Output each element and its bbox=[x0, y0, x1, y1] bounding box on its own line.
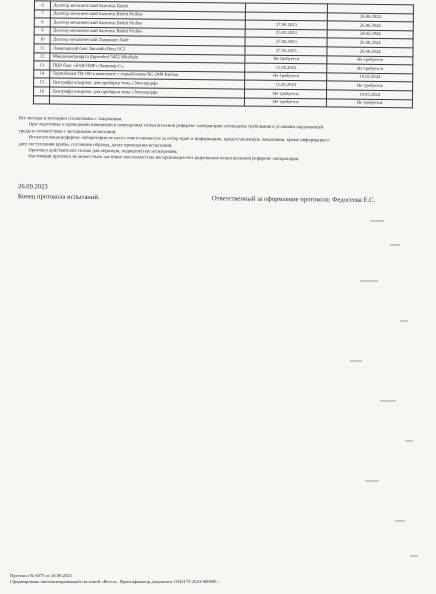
equipment-name: Термоблоки ТВ-100 в комплекте с термоблоком ВС-24М BioSan bbox=[50, 70, 245, 81]
footer-protocol-number: Протокол № 6075 от 26.09.2023 bbox=[10, 573, 72, 578]
verification-date: Не требуется bbox=[245, 55, 327, 64]
protocol-notes bbox=[18, 116, 418, 165]
row-number: 16 bbox=[34, 87, 50, 96]
equipment-name: Ламинарный бокс Биолайн Bosa SC2 bbox=[50, 44, 245, 55]
equipment-name: Дозатор механический Sartorius Biohit bbox=[51, 1, 246, 12]
verification-date: Не требуется bbox=[245, 72, 327, 81]
row-number: 10 bbox=[34, 35, 50, 44]
note-line: При подготовке и проведении измерений в помещениях испытательной референс-лаборатории соблюдены требования к условиям окружающей bbox=[28, 122, 324, 131]
row-number: 12 bbox=[34, 52, 50, 61]
page-footer bbox=[10, 573, 430, 585]
signature-block bbox=[17, 183, 418, 204]
equipment-name bbox=[50, 96, 245, 107]
equipment-table-body bbox=[33, 1, 413, 108]
verification-date: 25.05.2023 bbox=[245, 29, 327, 38]
note-line: дате поступления пробы, состоянии образца, датах проведения испытаний. bbox=[18, 141, 173, 149]
protocol-date: 26.09.2023 bbox=[18, 183, 48, 191]
verification-date: 11.05.2023 bbox=[245, 80, 327, 89]
next-verification-date: 10.05.2024 bbox=[327, 90, 413, 99]
next-verification-date: Не требуется bbox=[327, 81, 413, 90]
row-number: 7 bbox=[34, 9, 50, 18]
note-line: Протокол действителен только для образцов, подвергнутых испытаниям. bbox=[28, 148, 178, 155]
next-verification-date: Не требуется bbox=[327, 98, 413, 107]
verification-date: Не требуется bbox=[245, 98, 327, 107]
responsible-person: Ответственный за оформление протокола: Федосеева Е.С. bbox=[211, 195, 376, 204]
row-number: 14 bbox=[34, 70, 50, 79]
equipment-name: Дозатор механический Ламинант Лайт bbox=[50, 35, 245, 46]
row-number: 9 bbox=[34, 27, 50, 36]
row-number: 8 bbox=[34, 18, 50, 27]
scan-artifacts bbox=[310, 210, 430, 570]
row-number: 13 bbox=[34, 61, 50, 70]
verification-date: 11.05.2023 bbox=[245, 63, 327, 72]
row-number: 15 bbox=[34, 78, 50, 87]
verification-date: 27.05.2023 bbox=[245, 46, 327, 55]
equipment-name: Центрифуга/вортекс для пробирок типа «Эппендорф» bbox=[50, 87, 245, 98]
equipment-name: ПЦР-бокс «БАВ-ПЦР»/Ламинар-С», bbox=[50, 61, 245, 72]
next-verification-date: 24.05.2024 bbox=[327, 30, 413, 39]
verification-date: 27.06.2023 bbox=[245, 37, 327, 46]
row-number bbox=[33, 95, 49, 104]
note-line: Настоящий протокол не может быть частично или полностью воспроизведен без разрешения испытательной референс-лаборатории. bbox=[28, 154, 300, 163]
note-line: Испытательная референс-лаборатория не несет ответственности за отбор проб и информацию, предоставленную Заказчиком, кроме информации о bbox=[28, 135, 330, 144]
equipment-name: Дозатор механический Sartorius Biohit Proline bbox=[51, 10, 246, 21]
next-verification-date: 26.06.2024 bbox=[327, 21, 413, 30]
next-verification-date: Не требуется bbox=[327, 55, 413, 64]
verification-date: 27.06.2023 bbox=[245, 20, 327, 29]
equipment-name: Дозатор механический Sartorius Biohit Proline bbox=[50, 27, 245, 38]
next-verification-date: 26.06.2024 bbox=[328, 13, 414, 22]
equipment-table bbox=[33, 0, 414, 108]
equipment-name: Центрифуга/вортекс для пробирок типа «Эппендорф» bbox=[50, 78, 245, 89]
note-line: Все методы и методики согласованы с Заказчиком. bbox=[18, 116, 123, 123]
note-line: среды в соответствии с методиками испытаний. bbox=[18, 129, 117, 136]
row-number: 11 bbox=[34, 44, 50, 53]
next-verification-date: 10.05.2024 bbox=[327, 73, 413, 82]
end-of-protocol: Конец протокола испытаний. bbox=[17, 193, 100, 202]
equipment-name: Дозатор механический Sartorius Biohit Proline bbox=[51, 18, 246, 29]
row-number: 6 bbox=[34, 1, 50, 10]
equipment-name: Микроцентрифуга Eppendorf 5452 MiniSpin bbox=[50, 53, 245, 64]
footer-system-note: Сформировано автоматизированной системой «Веста». Идентификатор документа: 0345175-2023-000000... bbox=[10, 579, 220, 584]
verification-date: Не требуется bbox=[245, 89, 327, 98]
next-verification-date: Не требуется bbox=[327, 64, 413, 73]
next-verification-date: 26.06.2024 bbox=[327, 47, 413, 56]
next-verification-date: 26.06.2024 bbox=[327, 38, 413, 47]
